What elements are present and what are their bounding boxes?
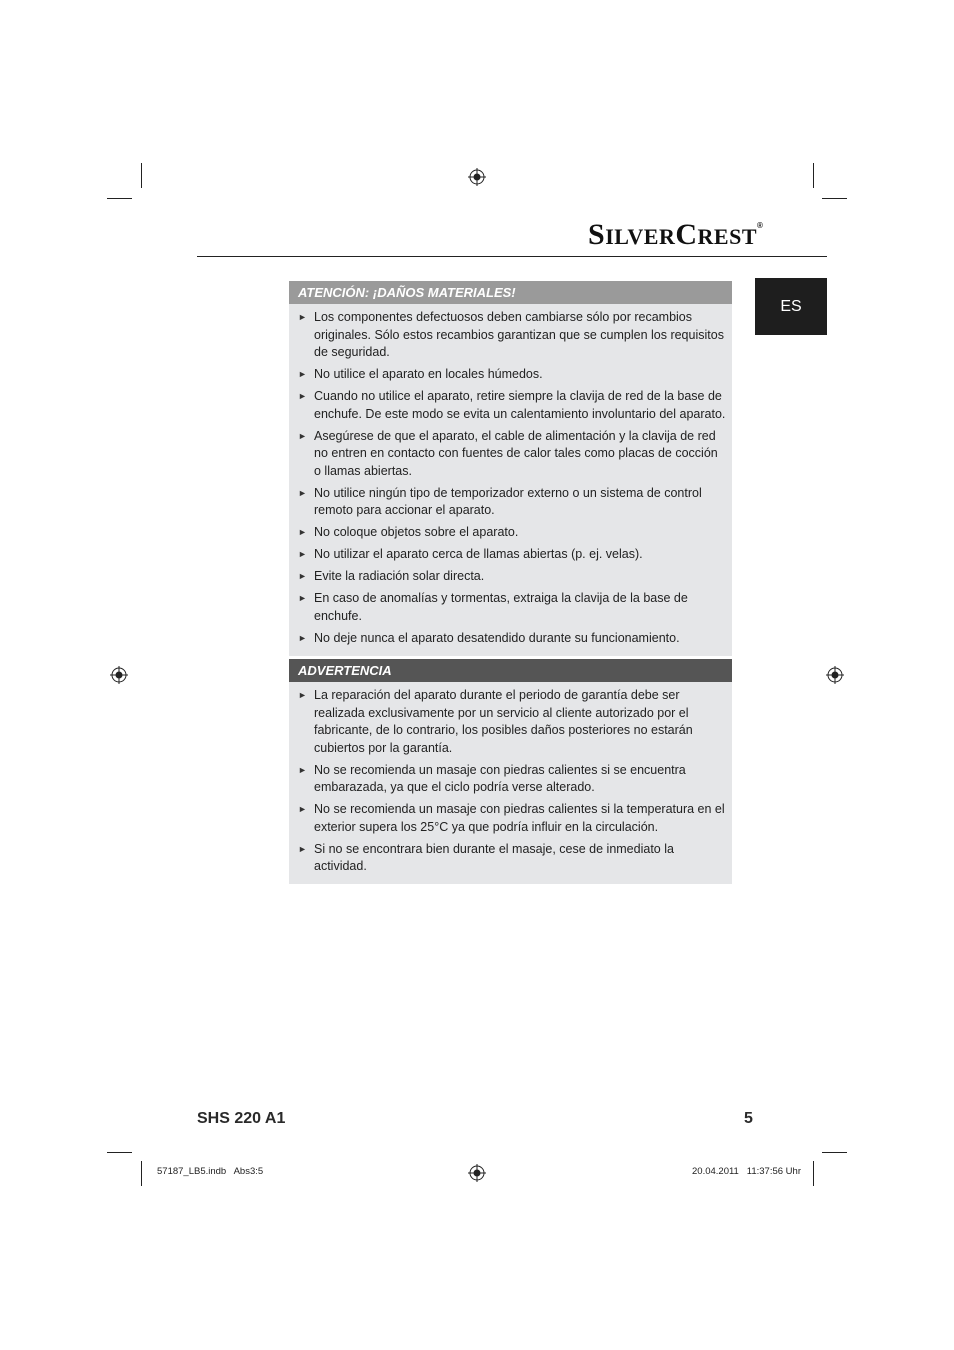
crop-mark	[141, 1161, 142, 1186]
attention-list	[289, 304, 732, 656]
attention-box	[289, 281, 732, 656]
crop-mark	[822, 198, 847, 199]
arrow-bullet-icon: ►	[298, 690, 307, 700]
arrow-bullet-icon: ►	[298, 430, 307, 441]
crop-mark	[141, 163, 142, 188]
list-item	[295, 366, 726, 384]
arrow-bullet-icon: ►	[298, 312, 307, 322]
warning-box	[289, 659, 732, 884]
brand-letter: C	[675, 218, 698, 251]
arrow-bullet-icon: ►	[298, 593, 307, 603]
crop-mark	[107, 198, 132, 199]
crop-mark	[813, 163, 814, 188]
list-item-text: No se recomienda un masaje con piedras calientes si se encuentra embarazada, ya que el ciclo podría verse alterado.	[314, 762, 686, 794]
brand-letters: REST	[697, 224, 758, 249]
warning-box-title: ADVERTENCIA	[289, 659, 732, 682]
list-item	[295, 568, 726, 586]
list-item-text: No utilice el aparato en locales húmedos.	[314, 367, 543, 381]
crop-mark	[822, 1152, 847, 1153]
list-item	[295, 546, 726, 564]
arrow-bullet-icon: ►	[298, 527, 307, 537]
list-item-text: Cuando no utilice el aparato, retire siempre la clavija de red de la base de enchufe. De este modo se evita un calentamiento involuntario del aparato.	[314, 389, 726, 421]
attention-box-title: ATENCIÓN: ¡DAÑOS MATERIALES!	[289, 281, 732, 304]
registration-mark-icon	[468, 1164, 486, 1182]
model-number: SHS 220 A1	[197, 1110, 286, 1127]
registration-mark-icon	[468, 168, 486, 186]
registered-mark: ®	[757, 220, 764, 230]
list-item-text: No coloque objetos sobre el aparato.	[314, 525, 519, 539]
list-item-text: No se recomienda un masaje con piedras calientes si la temperatura en el exterior supera los 25°C ya que podría influir en la circulación.	[314, 802, 725, 834]
list-item	[295, 388, 726, 423]
list-item-text: Evite la radiación solar directa.	[314, 569, 485, 583]
arrow-bullet-icon: ►	[298, 804, 307, 814]
arrow-bullet-icon: ►	[298, 764, 307, 775]
list-item	[295, 687, 726, 757]
brand-logo	[588, 218, 764, 254]
arrow-bullet-icon: ►	[298, 843, 307, 854]
registration-mark-icon	[826, 666, 844, 684]
crop-mark	[813, 1161, 814, 1186]
list-item	[295, 801, 726, 836]
list-item-text: La reparación del aparato durante el periodo de garantía debe ser realizada exclusivamente por un servicio al cliente autorizado por el fabricante, de lo contrario, los posibles daños posteriores no estarán cubiertos por la garantía.	[314, 688, 693, 755]
brand-letters: ILVER	[605, 224, 676, 249]
arrow-bullet-icon: ►	[298, 391, 307, 401]
page-number: 5	[744, 1110, 753, 1127]
list-item	[295, 630, 726, 648]
arrow-bullet-icon: ►	[298, 487, 307, 498]
header-rule	[197, 256, 827, 257]
warning-list	[289, 682, 732, 884]
slug-date-info: 20.04.2011 11:37:56 Uhr	[692, 1166, 801, 1177]
registration-mark-icon	[110, 666, 128, 684]
arrow-bullet-icon: ►	[298, 571, 307, 581]
brand-letter: S	[588, 218, 606, 251]
arrow-bullet-icon: ►	[298, 632, 307, 643]
arrow-bullet-icon: ►	[298, 369, 307, 379]
slug-file-info: 57187_LB5.indb Abs3:5	[157, 1166, 264, 1177]
list-item	[295, 524, 726, 542]
list-item-text: No utilice ningún tipo de temporizador externo o un sistema de control remoto para accionar el aparato.	[314, 485, 702, 517]
list-item	[295, 309, 726, 362]
language-tab: ES	[755, 278, 827, 335]
arrow-bullet-icon: ►	[298, 549, 307, 559]
list-item-text: No utilizar el aparato cerca de llamas abiertas (p. ej. velas).	[314, 547, 643, 561]
crop-mark	[107, 1152, 132, 1153]
list-item-text: No deje nunca el aparato desatendido durante su funcionamiento.	[314, 630, 680, 645]
list-item	[295, 485, 726, 520]
list-item	[295, 762, 726, 797]
list-item-text: En caso de anomalías y tormentas, extraiga la clavija de la base de enchufe.	[314, 591, 688, 623]
list-item	[295, 590, 726, 625]
list-item-text: Si no se encontrara bien durante el masaje, cese de inmediato la actividad.	[314, 841, 674, 873]
list-item-text: Los componentes defectuosos deben cambiarse sólo por recambios originales. Sólo estos recambios garantizan que se cumplen los requisitos de seguridad.	[314, 310, 724, 359]
list-item-text: Asegúrese de que el aparato, el cable de alimentación y la clavija de red no entren en contacto con fuentes de calor tales como placas de cocción o llamas abiertas.	[314, 428, 718, 478]
list-item	[295, 841, 726, 876]
list-item	[295, 428, 726, 481]
